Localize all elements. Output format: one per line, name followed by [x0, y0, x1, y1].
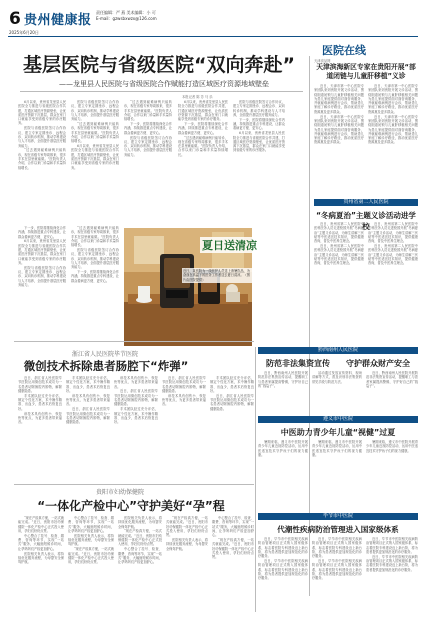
- header-rule: [8, 36, 418, 37]
- qxn-bar: 黔西南州人民医院: [258, 347, 418, 354]
- lead-col-3: “过去遇到疑难病例只能转诊，现在省级专家每周都来，很多手术在县里就能做。”医院负责人介绍，合作以来门诊量和手术量持续增长。 下一步，医院将继续深化合作内涵，持续推进重点专科建设，让群众看病更方便、更安心。 医院与省级医院签订合作协议，建立专家定期坐诊、远程会诊、双向转诊机制，推动学科建设与人才培养，全面提升基层医疗服务能力。: [124, 100, 172, 157]
- right-top-col-2: 近日，天津市第一中心医院专家团队来到贵阳开展义诊活动，围绕胆道闭锁与儿童肝移植相关问题为患儿家庭提供面对面咨询服务，并就疑难病例进行会诊，帮助患儿家庭了解诊疗路径，推动优质医疗资源惠及更多群众。 近日，天津市第一中心医院专家团队来到贵阳开展义诊活动，围绕胆道闭锁与儿童肝移植相关问题为患儿家庭提供面对面咨询服务，并就疑难病例进行会诊，帮助患儿家庭了解诊疗路径，推动优质医疗资源惠及更多群众。: [368, 84, 418, 145]
- guiyang-col-2: 中心整合了挂号、检查、缴费、咨询等环节，实现“一站式”服务，大幅缩短候诊时间，让孕妈妈们产检更加舒心。 医院相关负责人表示，将持续优化服务流程，为母婴安全保驾护航。 “现在产检真方便，一站式就能完成。”近日，贵阳市妇幼保健院一体化产检中心正式投入使用，孕妇们纷纷点赞。: [68, 516, 114, 565]
- guiyang-col-5: 中心整合了挂号、检查、缴费、咨询等环节，实现“一站式”服务，大幅缩短候诊时间，让孕妈妈们产检更加舒心。 “现在产检真方便，一站式就能完成。”近日，贵阳市妇幼保健院一体化产检中心正式投入使用，孕妇们纷纷点赞。: [212, 516, 254, 560]
- right-mid-col-2: 近日，贵州省第二人民医院中医科医务人员走进校园开展“冬病夏治”主题义诊活动，为师生讲解三伏贴等中医适宜技术知识，提供健康咨询，普及中医养生理念。 近日，贵州省第二人民医院中医科医务人员走进校园开展“冬病夏治”主题义诊活动，为师生讲解三伏贴等中医适宜技术知识，提供健康咨询，普及中医养生理念。: [368, 222, 418, 266]
- bijie-col-2: 近日，毕节市中医院相关疾病防治管理项目正式纳入国家级体系，标志着医院专科建设迈上新台阶，将为患者提供更加规范化的诊疗服务。 近日，毕节市中医院相关疾病防治管理项目正式纳入国家级体系，标志着医院专科建设迈上新台阶，将为患者提供更加规范化的诊疗服务。: [312, 537, 362, 581]
- guiyang-col-3: 医院相关负责人表示，将持续优化服务流程，为母婴安全保驾护航。 “现在产检真方便，一站式就能完成。”近日，贵阳市妇幼保健院一体化产检中心正式投入使用，孕妇们纷纷点赞。 中心整合了挂号、检查、缴费、咨询等环节，实现“一站式”服务，大幅缩短候诊时间，让孕妈妈们产检更加舒心。: [118, 516, 162, 565]
- zhejiang-col-1: 近日，浙江省人民医院毕节医院运用微创技术成功为一名患者切除肠腔内肿物，解除健康隐患。 手术团队经过充分评估，制定个性化方案，术中操作精准、出血少，患者术后恢复良好。 该技术具有创伤小、恢复快等优点，为更多患者带来福音。: [18, 376, 62, 425]
- zunyi-title: 中医助力青少年儿童“视健”过夏: [280, 428, 396, 437]
- right-mid-col-1: 近日，贵州省第二人民医院中医科医务人员走进校园开展“冬病夏治”主题义诊活动，为师生讲解三伏贴等中医适宜技术知识，提供健康咨询，普及中医养生理念。 近日，贵州省第二人民医院中医科医务人员走进校园开展“冬病夏治”主题义诊活动，为师生讲解三伏贴等中医适宜技术知识，提供健康咨询，普及中医养生理念。: [314, 222, 364, 266]
- bijie-col-1: 近日，毕节市中医院相关疾病防治管理项目正式纳入国家级体系，标志着医院专科建设迈上新台阶，将为患者提供更加规范化的诊疗服务。 近日，毕节市中医院相关疾病防治管理项目正式纳入国家级体系，标志着医院专科建设迈上新台阶，将为患者提供更加规范化的诊疗服务。: [258, 537, 308, 581]
- lead-col-1: 6月以来，贵州省龙里县人民医院全力推进与省级医院合作共建，打通区域医疗资源壁垒，让优质医疗资源下沉基层，群众在家门口就能享受到省级专家的诊疗服务。 医院与省级医院签订合作协议，建立专家定期坐诊、远程会诊、双向转诊机制，推动学科建设与人才培养，全面提升基层医疗服务能力。 “过去遇到疑难病例只能转诊，现在省级专家每周都来，很多手术在县里就能做。”医院负责人介绍，合作以来门诊量和手术量持续增长。: [18, 100, 66, 170]
- guiyang-col-1: “现在产检真方便，一站式就能完成。”近日，贵阳市妇幼保健院一体化产检中心正式投入使用，孕妇们纷纷点赞。 中心整合了挂号、检查、缴费、咨询等环节，实现“一站式”服务，大幅缩短候诊时间，让孕妈妈们产检更加舒心。 医院相关负责人表示，将持续优化服务流程，为母婴安全保驾护航。: [18, 516, 64, 565]
- lead-col-2: 医院与省级医院签订合作协议，建立专家定期坐诊、远程会诊、双向转诊机制，推动学科建设与人才培养，全面提升基层医疗服务能力。 “过去遇到疑难病例只能转诊，现在省级专家每周都来，很多手术在县里就能做。”医院负责人介绍，合作以来门诊量和手术量持续增长。 6月以来，贵州省龙里县人民医院全力推进与省级医院合作共建，打通区域医疗资源壁垒，让优质医疗资源下沉基层，群众在家门口就能享受到省级专家的诊疗服务。: [71, 100, 119, 170]
- qxn-col-3: 近日，黔西南州人民医院开展防范非法集资宣传活动，提醒职工与患者家属提高警惕，守护好自己的“钱袋子”。: [366, 371, 418, 388]
- zunyi-col-3: 暑期来临，遵义市中医院开展青少年儿童近视防控活动，运用中医适宜技术守护孩子们的视力健康。: [366, 440, 418, 453]
- lead-col-7: “过去遇到疑难病例只能转诊，现在省级专家每周都来，很多手术在县里就能做。”医院负责人介绍，合作以来门诊量和手术量持续增长。 医院与省级医院签订合作协议，建立专家定期坐诊、远程会诊、双向转诊机制，推动学科建设与人才培养，全面提升基层医疗服务能力。 下一步，医院将继续深化合作内涵，持续推进重点专科建设，让群众看病更方便、更安心。: [71, 226, 119, 283]
- right-mid-title: “冬病夏治”主题义诊活动进学校: [316, 211, 416, 231]
- lead-byline: 本报记者 陈 芳 马 乐: [182, 95, 213, 99]
- column-divider: [255, 347, 256, 612]
- qxn-col-1: 近日，黔西南州人民医院开展防范非法集资宣传活动，提醒职工与患者家属提高警惕，守护好自己的“钱袋子”。: [258, 371, 308, 388]
- right-top-kicker: 天津食品网: [314, 59, 331, 63]
- section-name: 医院在线: [322, 44, 366, 57]
- editor-meta: 责任编辑：严 燕 美术编辑：小 可: [96, 10, 156, 15]
- guiyang-kicker: 贵阳市妇幼保健院: [95, 489, 144, 496]
- zhejiang-title: 微创技术拆除患者肠腔下“炸弹”: [23, 359, 189, 373]
- photo-heading: 夏日送清凉: [202, 239, 257, 252]
- date-line: 2025年6月20日: [9, 30, 39, 35]
- lead-col-4: 6月以来，贵州省龙里县人民医院全力推进与省级医院合作共建，打通区域医疗资源壁垒，让优质医疗资源下沉基层，群众在家门口就能享受到省级专家的诊疗服务。 下一步，医院将继续深化合作内涵，持续推进重点专科建设，让群众看病更方便、更安心。 “过去遇到疑难病例只能转诊，现在省级专家每周都来，很多手术在县里就能做。”医院负责人介绍，合作以来门诊量和手术量持续增长。: [178, 100, 228, 157]
- zhejiang-kicker: 浙江省人民医院毕节医院: [71, 351, 138, 358]
- qxn-title-right: 守护群众财产安全: [346, 359, 410, 368]
- zunyi-col-2: 暑期来临，遵义市中医院开展青少年儿童近视防控活动，运用中医适宜技术守护孩子们的视力健康。: [312, 440, 362, 457]
- divider: [14, 484, 254, 485]
- guiyang-title: “一体化产检中心”守护美好“孕”程: [37, 499, 225, 513]
- zhejiang-col-4: 近日，浙江省人民医院毕节医院运用微创技术成功为一名患者切除肠腔内肿物，解除健康隐患。 该技术具有创伤小、恢复快等优点，为更多患者带来福音。: [162, 376, 206, 407]
- email-meta: E-mail：gzwsbxwzx@126.com: [96, 16, 157, 21]
- guiyang-col-4: “现在产检真方便，一站式就能完成。”近日，贵阳市妇幼保健院一体化产检中心正式投入使用，孕妇们纷纷点赞。 医院相关负责人表示，将持续优化服务流程，为母婴安全保驾护航。: [166, 516, 208, 551]
- divider: [14, 341, 254, 342]
- zhejiang-col-2: 手术团队经过充分评估，制定个性化方案，术中操作精准、出血少，患者术后恢复良好。 该技术具有创伤小、恢复快等优点，为更多患者带来福音。 近日，浙江省人民医院毕节医院运用微创技术成功为一名患者切除肠腔内肿物，解除健康隐患。: [66, 376, 110, 425]
- bijie-title: 代潮性疾病防治管理进入国家级体系: [277, 525, 399, 534]
- lead-subtitle: ——龙里县人民医院与省级医院合作赋能打造区域医疗资源地域壁垒: [59, 80, 269, 88]
- zhejiang-col-5: 手术团队经过充分评估，制定个性化方案，术中操作精准、出血少，患者术后恢复良好。 近日，浙江省人民医院毕节医院运用微创技术成功为一名患者切除肠腔内肿物，解除健康隐患。: [210, 376, 254, 411]
- zhejiang-col-3: 该技术具有创伤小、恢复快等优点，为更多患者带来福音。 近日，浙江省人民医院毕节医院运用微创技术成功为一名患者切除肠腔内肿物，解除健康隐患。 手术团队经过充分评估，制定个性化方案，术中操作精准、出血少，患者术后恢复良好。: [114, 376, 158, 425]
- page-number: 6: [9, 9, 21, 29]
- divider: [20, 91, 303, 92]
- lead-title: 基层医院与省级医院“双向奔赴”: [23, 54, 295, 76]
- paper-name: 贵州健康报: [24, 13, 92, 28]
- zunyi-bar: 遵义市中医院: [258, 416, 418, 423]
- bijie-bar: 毕节市中医院: [258, 513, 418, 520]
- right-top-title: 天津滨海新区专家在贵阳开展“部道闭链与儿童肝移植”义诊: [316, 63, 416, 80]
- bijie-col-3: 近日，毕节市中医院相关疾病防治管理项目正式纳入国家级体系，标志着医院专科建设迈上新台阶，将为患者提供更加规范化的诊疗服务。 近日，毕节市中医院相关疾病防治管理项目正式纳入国家级体系，标志着医院专科建设迈上新台阶，将为患者提供更加规范化的诊疗服务。: [366, 537, 418, 572]
- photo-caption: 近日，某医院为一线医护人员送上消暑饮品，为奋战在高温下的医务工作者送去夏日清凉。（图片由医院提供）: [182, 268, 252, 283]
- right-top-col-1: 近日，天津市第一中心医院专家团队来到贵阳开展义诊活动，围绕胆道闭锁与儿童肝移植相关问题为患儿家庭提供面对面咨询服务，并就疑难病例进行会诊，帮助患儿家庭了解诊疗路径，推动优质医疗资源惠及更多群众。 近日，天津市第一中心医院专家团队来到贵阳开展义诊活动，围绕胆道闭锁与儿童肝移植相关问题为患儿家庭提供面对面咨询服务，并就疑难病例进行会诊，帮助患儿家庭了解诊疗路径，推动优质医疗资源惠及更多群众。: [314, 84, 364, 145]
- lead-col-6: 下一步，医院将继续深化合作内涵，持续推进重点专科建设，让群众看病更方便、更安心。 6月以来，贵州省龙里县人民医院全力推进与省级医院合作共建，打通区域医疗资源壁垒，让优质医疗资源下沉基层，群众在家门口就能享受到省级专家的诊疗服务。 医院与省级医院签订合作协议，建立专家定期坐诊、远程会诊、双向转诊机制，推动学科建设与人才培养，全面提升基层医疗服务能力。: [18, 226, 66, 288]
- qxn-title-left: 防范非法集资宣传: [266, 359, 330, 368]
- right-mid-bar: 贵州省第二人民医院: [314, 199, 418, 206]
- lead-col-5: 医院与省级医院签订合作协议，建立专家定期坐诊、远程会诊、双向转诊机制，推动学科建设与人才培养，全面提升基层医疗服务能力。 下一步，医院将继续深化合作内涵，持续推进重点专科建设，让群众看病更方便、更安心。 6月以来，贵州省龙里县人民医院全力推进与省级医院合作共建，打通区域医疗资源壁垒，让优质医疗资源下沉基层，群众在家门口就能享受到省级专家的诊疗服务。: [233, 100, 285, 153]
- qxn-col-2: 活动通过发放宣传资料、现场讲解等方式，普及识别非法集资的常见手段与防范方法。: [312, 371, 362, 384]
- zunyi-col-1: 暑期来临，遵义市中医院开展青少年儿童近视防控活动，运用中医适宜技术守护孩子们的视力健康。: [258, 440, 308, 457]
